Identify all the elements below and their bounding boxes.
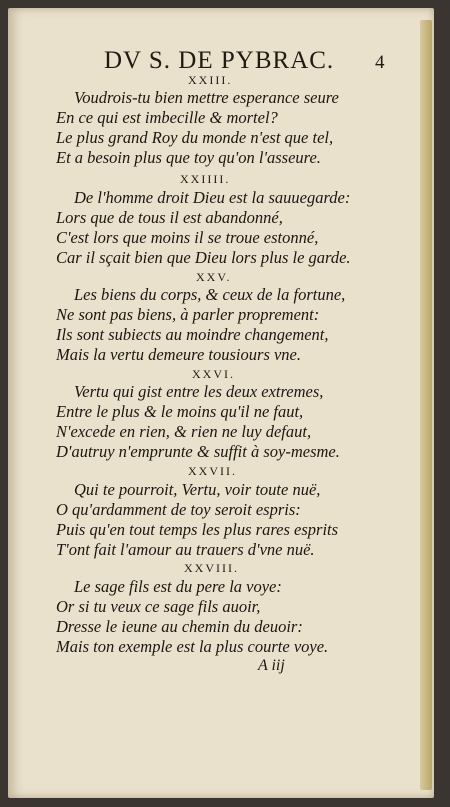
verse-line: Et a besoin plus que toy qu'on l'asseure. xyxy=(56,148,321,167)
quatrain-number: XXVII. xyxy=(188,464,237,478)
verse-line: Ils sont subiects au moindre changement, xyxy=(56,325,329,344)
verse-line: Lors que de tous il est abandonné, xyxy=(56,208,283,227)
verse-line: Mais ton exemple est la plus courte voye. xyxy=(56,637,329,656)
verse-line: T'ont fait l'amour au trauers d'vne nuë. xyxy=(56,540,315,559)
verse-line: C'est lors que moins il se troue estonné, xyxy=(56,228,319,247)
verse-line: En ce qui est imbecille & mortel? xyxy=(56,108,278,127)
verse-line: Ne sont pas biens, à parler proprement: xyxy=(56,305,320,324)
verse-line: D'autruy n'emprunte & suffit à soy-mesme. xyxy=(56,442,340,461)
page-number: 4 xyxy=(375,52,385,73)
verse-line: Voudrois-tu bien mettre esperance seure xyxy=(74,88,339,107)
verse-line: N'excede en rien, & rien ne luy defaut, xyxy=(56,422,312,441)
verse-line: Mais la vertu demeure tousiours vne. xyxy=(56,345,302,364)
page-edge xyxy=(420,20,432,790)
running-header: DV S. DE PYBRAC. xyxy=(104,47,335,74)
quatrain-number: XXVIII. xyxy=(184,561,239,575)
verse-line: Or si tu veux ce sage fils auoir, xyxy=(56,597,261,616)
signature-mark: A iij xyxy=(258,657,285,674)
verse-line: Les biens du corps, & ceux de la fortune, xyxy=(74,285,346,304)
quatrain-number: XXV. xyxy=(196,270,232,284)
verse-line: Car il sçait bien que Dieu lors plus le garde. xyxy=(56,248,351,267)
verse-line: Entre le plus & le moins qu'il ne faut, xyxy=(56,402,304,421)
verse-line: Dresse le ieune au chemin du deuoir: xyxy=(56,617,303,636)
verse-line: Le plus grand Roy du monde n'est que tel, xyxy=(56,128,334,147)
quatrain-number: XXIII. xyxy=(188,73,233,87)
verse-line: Puis qu'en tout temps les plus rares esprits xyxy=(56,520,339,539)
quatrain-number: XXVI. xyxy=(192,367,235,381)
verse-line: Vertu qui gist entre les deux extremes, xyxy=(74,382,324,401)
quatrain-number: XXIIII. xyxy=(180,172,231,186)
verse-line: O qu'ardamment de toy seroit espris: xyxy=(56,500,301,519)
verse-line: De l'homme droit Dieu est la sauuegarde: xyxy=(74,188,351,207)
verse-line: Le sage fils est du pere la voye: xyxy=(74,577,282,596)
verse-line: Qui te pourroit, Vertu, voir toute nuë, xyxy=(74,480,321,499)
